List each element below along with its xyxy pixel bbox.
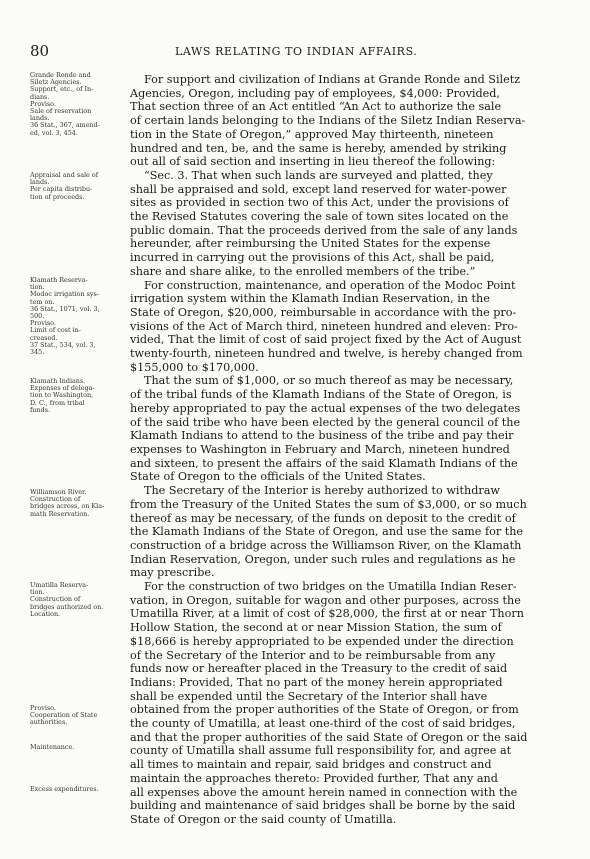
text-line: obtained from the proper authorities of the State of Oregon, or from (130, 703, 519, 717)
text-line: all times to maintain and repair, said bridges and construct and (130, 758, 492, 772)
margin-note-line: Expenses of delega- (30, 384, 95, 393)
margin-note-line: ed, vol. 3, 454. (30, 128, 78, 137)
margin-note-line: 37 Stat., 534, vol. 3, (30, 340, 96, 349)
text-line: all expenses above the amount herein named in connection with the (130, 785, 518, 799)
margin-note-line: 345. (30, 348, 45, 357)
text-line: That section three of an Act entitled “An Act to authorize the sale (130, 100, 502, 114)
text-line: vation, in Oregon, suitable for wagon and other purposes, across the (130, 593, 521, 607)
margin-note-line: Siletz Agencies. (30, 78, 82, 87)
text-line: Umatilla River, at a limit of cost of $28,000, the first at or near Thorn (130, 607, 524, 621)
text-line: out all of said section and inserting in lieu thereof the following: (130, 155, 496, 169)
text-line: and that the proper authorities of the said State of Oregon or the said (130, 730, 528, 744)
margin-note-line: Construction of (30, 495, 81, 504)
margin-note-line: tion. (30, 588, 45, 597)
body-text (130, 73, 570, 827)
margin-note-proviso-cooperation (30, 705, 126, 727)
text-line: share and share alike, to the enrolled members of the tribe.” (130, 264, 476, 278)
margin-note-grande-ronde (30, 72, 126, 137)
margin-note-line: tion. (30, 283, 45, 292)
margin-note-line: Excess expenditures. (30, 785, 99, 793)
text-line: hereunder, after reimbursing the United States for the expense (130, 237, 491, 251)
margin-note-line: Cooperation of State (30, 711, 98, 720)
paragraph-sec3-para (130, 169, 570, 279)
text-line: Indian Reservation, Oregon, under such rules and regulations as he (130, 552, 516, 566)
text-line: State of Oregon, $20,000, reimbursable in accordance with the pro- (130, 305, 517, 319)
margin-note-line: Modoc irrigation sys- (30, 290, 99, 299)
text-line: “Sec. 3. That when such lands are surveyed and platted, they (144, 168, 493, 182)
text-line: shall be appraised and sold, except land reserved for water-power (130, 182, 507, 196)
margin-note-line: tion of proceeds. (30, 192, 85, 201)
text-line: irrigation system within the Klamath Indian Reservation, in the (130, 292, 490, 306)
margin-note-line: math Reservation. (30, 509, 90, 518)
text-line: funds now or hereafter placed in the Treasury to the credit of said (130, 662, 508, 676)
paragraph-grande-ronde-para (130, 73, 570, 169)
margin-note-line: creased. (30, 333, 58, 342)
margin-note-line: 36 Stat., 367, amend- (30, 121, 100, 130)
margin-note-williamson (30, 489, 126, 518)
text-line: hereby appropriated to pay the actual expenses of the two delegates (130, 401, 521, 415)
text-line: tion in the State of Oregon,” approved May thirteenth, nineteen (130, 127, 494, 141)
margin-note-line: Sale of reservation (30, 107, 92, 116)
paragraph-williamson-para (130, 484, 570, 580)
text-line: building and maintenance of said bridges shall be borne by the said (130, 799, 516, 813)
text-line: county of Umatilla shall assume full responsibility for, and agree at (130, 744, 512, 758)
margin-note-line: authorities. (30, 718, 68, 727)
text-line: of the Secretary of the Interior and to be reimbursable from any (130, 648, 496, 662)
running-head: LAWS RELATING TO INDIAN AFFAIRS. (175, 45, 418, 58)
text-line: That the sum of $1,000, or so much thereof as may be necessary, (144, 374, 514, 388)
margin-note-appraisal (30, 172, 126, 201)
text-line: public domain. That the proceeds derived from the sale of any lands (130, 223, 518, 237)
text-line: of certain lands belonging to the Indians of the Siletz Indian Reserva- (130, 114, 526, 128)
text-line: Klamath Indians to attend to the business of the tribe and pay their (130, 429, 514, 443)
text-line: shall be expended until the Secretary of the Interior shall have (130, 689, 488, 703)
text-line: incurred in carrying out the provisions of this Act, shall be paid, (130, 251, 495, 265)
text-line: For the construction of two bridges on the Umatilla Indian Reser- (144, 580, 517, 594)
text-line: the Revised Statutes covering the sale of town sites located on the (130, 210, 509, 224)
text-line: For construction, maintenance, and operation of the Modoc Point (144, 278, 516, 292)
text-line: $18,666 is hereby appropriated to be expended under the direction (130, 634, 514, 648)
margin-note-line: Appraisal and sale of (30, 171, 99, 179)
text-line: from the Treasury of the United States the sum of $3,000, or so much (130, 497, 527, 511)
margin-note-line: Proviso. (30, 99, 56, 108)
text-line: Indians: Provided, That no part of the money herein appropriated (130, 675, 503, 689)
text-line: sites as provided in section two of this Act, under the provisions of (130, 196, 509, 210)
text-line: maintain the approaches thereto: Provided further, That any and (130, 771, 498, 785)
text-line: Hollow Station, the second at or near Mission Station, the sum of (130, 621, 502, 635)
margin-note-line: 36 Stat., 1071, vol. 3, (30, 304, 100, 313)
margin-note-line: Construction of (30, 595, 81, 604)
margin-note-line: Umatilla Reserva- (30, 581, 89, 589)
text-line: visions of the Act of March third, nineteen hundred and eleven: Pro- (130, 319, 518, 333)
paragraph-umatilla-para (130, 580, 570, 827)
margin-note-line: lands. (30, 114, 50, 123)
text-line: twenty-fourth, nineteen hundred and twelve, is hereby changed from (130, 347, 523, 361)
margin-note-klamath-reservation (30, 277, 126, 356)
margin-note-line: lands. (30, 178, 50, 187)
page-number: 80 (30, 42, 50, 60)
text-line: The Secretary of the Interior is hereby authorized to withdraw (144, 484, 500, 498)
margin-note-line: 500. (30, 312, 45, 321)
margin-note-maintenance (30, 744, 126, 751)
margin-note-line: D. C., from tribal (30, 398, 85, 407)
text-line: the Klamath Indians of the State of Oregon, and use the same for the (130, 525, 524, 539)
margin-note-line: Limit of cost in- (30, 326, 81, 335)
paragraph-modoc-para (130, 279, 570, 375)
text-line: Agencies, Oregon, including pay of employees, $4,000: Provided, (130, 86, 500, 100)
text-line: the county of Umatilla, at least one-third of the cost of said bridges, (130, 717, 516, 731)
text-line: hundred and ten, be, and the same is hereby, amended by striking (130, 141, 507, 155)
margin-note-line: Maintenance. (30, 743, 75, 751)
margin-note-line: Proviso. (30, 319, 56, 328)
margin-note-line: Klamath Reserva- (30, 276, 88, 284)
margin-note-line: Support, etc., of In- (30, 85, 94, 94)
text-line: $155,000 to $170,000. (130, 360, 259, 374)
margin-note-line: Per capita distribu- (30, 185, 93, 194)
margin-note-line: bridges authorized on. (30, 602, 104, 611)
margin-note-line: dians. (30, 92, 50, 101)
text-line: State of Oregon to the officials of the United States. (130, 470, 426, 484)
margin-note-line: Klamath Indians. (30, 377, 86, 385)
text-line: thereof as may be necessary, of the funds on deposit to the credit of (130, 511, 516, 525)
margin-note-line: Proviso. (30, 704, 56, 712)
text-line: construction of a bridge across the Williamson River, on the Klamath (130, 538, 522, 552)
text-line: For support and civilization of Indians at Grande Ronde and Siletz (144, 73, 521, 86)
margin-note-line: Location. (30, 609, 61, 618)
text-line: and sixteen, to present the affairs of the said Klamath Indians of the (130, 456, 518, 470)
paragraph-klamath-delegates-para (130, 374, 570, 484)
margin-note-line: bridges across, on Kla- (30, 502, 105, 511)
margin-note-line: Grande Ronde and (30, 71, 91, 79)
text-line: may prescribe. (130, 566, 215, 580)
margin-note-line: tion to Washington, (30, 391, 94, 400)
text-line: expenses to Washington in February and March, nineteen hundred (130, 442, 510, 456)
margin-note-line: tem on. (30, 297, 55, 306)
text-line: vided, That the limit of cost of said project fixed by the Act of August (130, 333, 522, 347)
margin-note-klamath-indians (30, 378, 126, 414)
text-line: of the said tribe who have been elected by the general council of the (130, 415, 521, 429)
text-line: of the tribal funds of the Klamath Indians of the State of Oregon, is (130, 388, 512, 402)
margin-note-umatilla (30, 582, 126, 618)
text-line: State of Oregon or the said county of Umatilla. (130, 812, 397, 826)
margin-note-line: funds. (30, 405, 50, 414)
margin-note-line: Williamson River. (30, 488, 87, 496)
margin-note-excess (30, 786, 126, 793)
